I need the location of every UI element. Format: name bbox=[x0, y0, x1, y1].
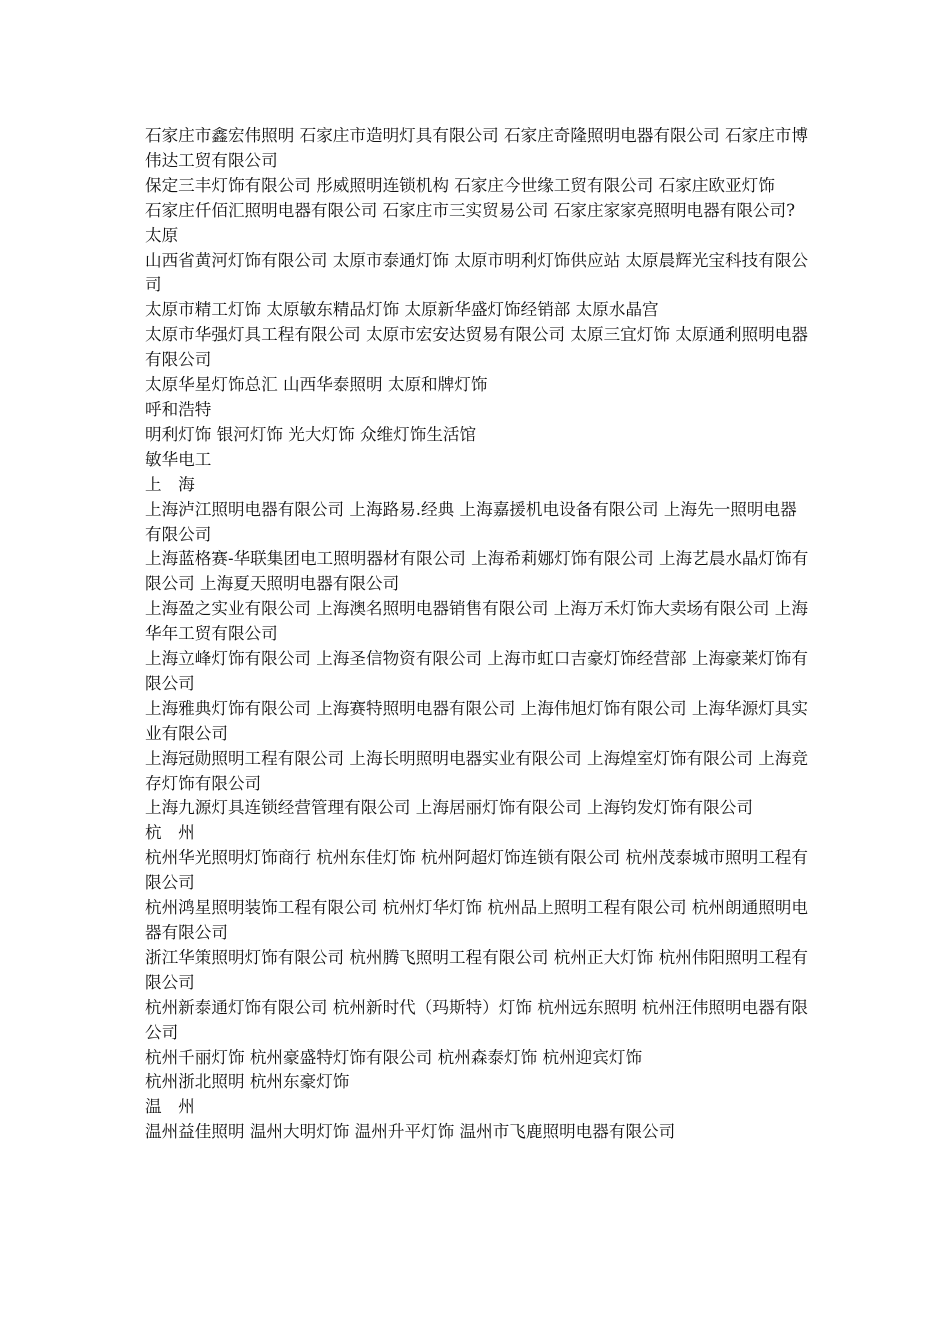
paragraph-shijiazhuang-1: 石家庄市鑫宏伟照明 石家庄市造明灯具有限公司 石家庄奇隆照明电器有限公司 石家庄市博伟达工贸有限公司 bbox=[145, 126, 808, 170]
paragraph-hangzhou-1: 杭州华光照明灯饰商行 杭州东佳灯饰 杭州阿超灯饰连锁有限公司 杭州茂泰城市照明工程有限公司 bbox=[145, 848, 808, 893]
paragraph-hangzhou-4: 杭州新泰通灯饰有限公司 杭州新时代（玛斯特）灯饰 杭州远东照明 杭州汪伟照明电器有限公司 bbox=[145, 997, 808, 1042]
section-heading-hohhot: 呼和浩特 bbox=[145, 399, 212, 419]
section-heading-shanghai: 上 海 bbox=[145, 474, 195, 494]
section-heading-wenzhou: 温 州 bbox=[145, 1097, 195, 1117]
document-body bbox=[145, 124, 810, 1145]
paragraph-shanghai-6: 上海冠勋照明工程有限公司 上海长明照明电器实业有限公司 上海煌室灯饰有限公司 上海竞存灯饰有限公司 bbox=[145, 748, 808, 793]
paragraph-taiyuan-1: 山西省黄河灯饰有限公司 太原市泰通灯饰 太原市明利灯饰供应站 太原晨辉光宝科技有限公司 bbox=[145, 250, 808, 295]
paragraph-shanghai-1: 上海泸江照明电器有限公司 上海路易.经典 上海嘉援机电设备有限公司 上海先一照明电器有限公司 bbox=[145, 499, 797, 544]
paragraph-taiyuan-3: 太原市华强灯具工程有限公司 太原市宏安达贸易有限公司 太原三宜灯饰 太原通利照明电器有限公司 bbox=[145, 325, 808, 370]
paragraph-taiyuan-2: 太原市精工灯饰 太原敏东精品灯饰 太原新华盛灯饰经销部 太原水晶宫 bbox=[145, 300, 659, 320]
paragraph-shanghai-3: 上海盈之实业有限公司 上海澳名照明电器销售有限公司 上海万禾灯饰大卖场有限公司 上海华年工贸有限公司 bbox=[145, 599, 808, 644]
section-heading-hangzhou: 杭 州 bbox=[145, 823, 195, 843]
paragraph-hangzhou-6: 杭州浙北照明 杭州东豪灯饰 bbox=[145, 1072, 350, 1092]
paragraph-shijiazhuang-2: 保定三丰灯饰有限公司 彤威照明连锁机构 石家庄今世缘工贸有限公司 石家庄欧亚灯饰 bbox=[145, 175, 775, 195]
paragraph-hangzhou-5: 杭州千丽灯饰 杭州豪盛特灯饰有限公司 杭州森泰灯饰 杭州迎宾灯饰 bbox=[145, 1047, 643, 1067]
paragraph-shanghai-4: 上海立峰灯饰有限公司 上海圣信物资有限公司 上海市虹口吉豪灯饰经营部 上海豪莱灯饰有限公司 bbox=[145, 649, 808, 693]
paragraph-hohhot-2: 敏华电工 bbox=[145, 449, 212, 469]
paragraph-taiyuan-4: 太原华星灯饰总汇 山西华泰照明 太原和牌灯饰 bbox=[145, 375, 488, 395]
paragraph-shanghai-5: 上海雅典灯饰有限公司 上海赛特照明电器有限公司 上海伟旭灯饰有限公司 上海华源灯具实业有限公司 bbox=[145, 698, 808, 743]
paragraph-shijiazhuang-3: 石家庄仟佰汇照明电器有限公司 石家庄市三实贸易公司 石家庄家家亮照明电器有限公司? bbox=[145, 200, 796, 220]
paragraph-hohhot-1: 明利灯饰 银河灯饰 光大灯饰 众维灯饰生活馆 bbox=[145, 424, 477, 444]
paragraph-shanghai-2: 上海蓝格赛-华联集团电工照明器材有限公司 上海希莉娜灯饰有限公司 上海艺晨水晶灯饰有限公司 上海夏天照明电器有限公司 bbox=[145, 549, 809, 594]
paragraph-hangzhou-2: 杭州鸿星照明装饰工程有限公司 杭州灯华灯饰 杭州品上照明工程有限公司 杭州朗通照明电器有限公司 bbox=[145, 898, 808, 942]
section-heading-taiyuan: 太原 bbox=[145, 225, 179, 245]
paragraph-wenzhou-1: 温州益佳照明 温州大明灯饰 温州升平灯饰 温州市飞鹿照明电器有限公司 bbox=[145, 1122, 676, 1142]
paragraph-hangzhou-3: 浙江华策照明灯饰有限公司 杭州腾飞照明工程有限公司 杭州正大灯饰 杭州伟阳照明工程有限公司 bbox=[145, 947, 808, 992]
paragraph-shanghai-7: 上海九源灯具连锁经营管理有限公司 上海居丽灯饰有限公司 上海钧发灯饰有限公司 bbox=[145, 798, 753, 818]
